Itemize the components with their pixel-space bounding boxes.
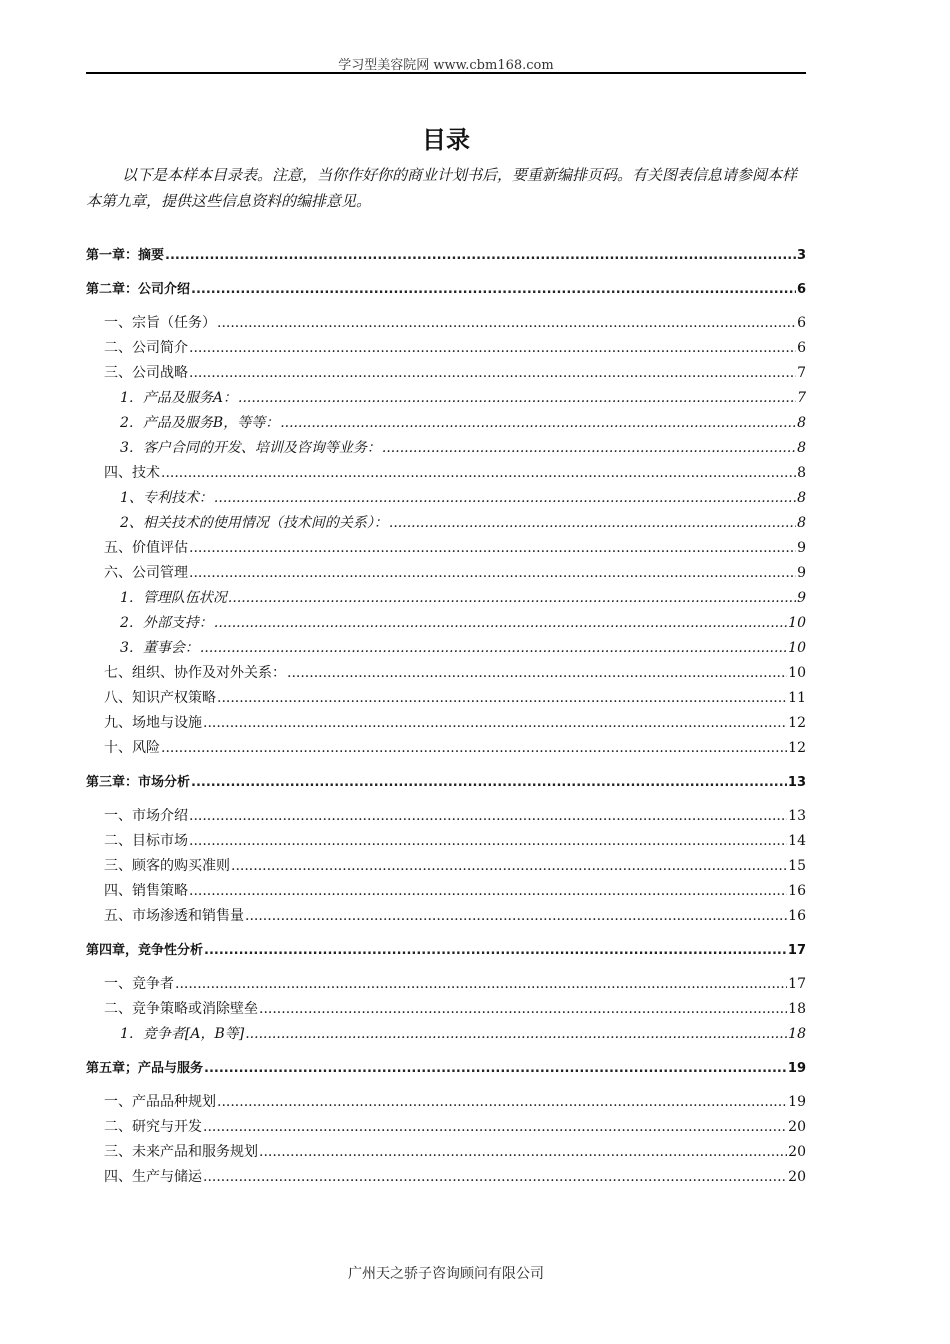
- toc-entry[interactable]: [86, 637, 806, 662]
- toc-leader-dots: [389, 515, 796, 531]
- toc-entry-label: 六、公司管理: [104, 565, 188, 581]
- toc-page-number: 3: [796, 248, 806, 263]
- toc-entry-label: 3．客户合同的开发、培训及咨询等业务：: [120, 440, 381, 456]
- toc-entry-label: 一、市场介绍: [104, 808, 188, 824]
- toc-entry-label: 第一章：摘要: [86, 248, 165, 263]
- toc-leader-dots: [217, 690, 787, 706]
- toc-entry-label: 三、未来产品和服务规划: [104, 1144, 258, 1160]
- toc-page-number: 9: [797, 540, 806, 556]
- toc-entry-label: 三、公司战略: [104, 365, 188, 381]
- header-rule: [86, 72, 806, 74]
- toc-entry-label: 1．管理队伍状况: [120, 590, 227, 606]
- toc-entry[interactable]: [86, 712, 806, 737]
- toc-leader-dots: [217, 315, 796, 331]
- toc-entry[interactable]: [86, 998, 806, 1023]
- toc-entry[interactable]: [86, 487, 806, 512]
- toc-entry[interactable]: [86, 412, 806, 437]
- toc-page-number: 9: [797, 590, 806, 606]
- toc-leader-dots: [382, 440, 796, 456]
- toc-entry[interactable]: [86, 587, 806, 612]
- toc-entry[interactable]: [86, 855, 806, 880]
- toc-entry-label: 五、市场渗透和销售量: [104, 908, 244, 924]
- toc-page-number: 8: [797, 465, 806, 481]
- toc-page-number: 12: [788, 715, 806, 731]
- toc-entry-label: 九、场地与设施: [104, 715, 202, 731]
- toc-chapter-entry[interactable]: [86, 1057, 806, 1082]
- toc-entry[interactable]: [86, 830, 806, 855]
- toc-chapter-entry[interactable]: [86, 939, 806, 964]
- toc-entry[interactable]: [86, 1166, 806, 1191]
- toc-leader-dots: [214, 490, 796, 506]
- toc-page-number: 8: [797, 415, 806, 431]
- toc-leader-dots: [204, 1061, 787, 1076]
- toc-leader-dots: [189, 540, 796, 556]
- toc-entry[interactable]: [86, 1141, 806, 1166]
- toc-leader-dots: [204, 943, 787, 958]
- toc-leader-dots: [189, 340, 796, 356]
- toc-entry[interactable]: [86, 905, 806, 930]
- toc-leader-dots: [214, 615, 787, 631]
- toc-entry[interactable]: [86, 512, 806, 537]
- toc-entry[interactable]: [86, 537, 806, 562]
- toc-entry-label: 四、生产与储运: [104, 1169, 202, 1185]
- toc-page-number: 8: [797, 490, 806, 506]
- table-of-contents: [86, 244, 806, 1191]
- toc-entry[interactable]: [86, 312, 806, 337]
- toc-leader-dots: [165, 248, 796, 263]
- toc-entry[interactable]: [86, 737, 806, 762]
- toc-leader-dots: [161, 465, 796, 481]
- toc-leader-dots: [161, 740, 787, 756]
- toc-entry-label: 1．竞争者[A，B等]: [120, 1026, 245, 1042]
- toc-chapter-entry[interactable]: [86, 244, 806, 269]
- toc-entry-label: 十、风险: [104, 740, 160, 756]
- toc-entry[interactable]: [86, 973, 806, 998]
- toc-page-number: 19: [787, 1061, 806, 1076]
- toc-entry-label: 2．外部支持：: [120, 615, 213, 631]
- toc-entry-label: 二、竞争策略或消除壁垒: [104, 1001, 258, 1017]
- toc-leader-dots: [203, 1169, 787, 1185]
- toc-page-number: 20: [788, 1169, 806, 1185]
- toc-entry[interactable]: [86, 662, 806, 687]
- toc-leader-dots: [189, 883, 787, 899]
- page-footer: 广州天之骄子咨询顾问有限公司: [348, 1266, 544, 1282]
- toc-page-number: 13: [787, 775, 806, 790]
- toc-entry-label: 二、公司简介: [104, 340, 188, 356]
- toc-page-number: 20: [788, 1144, 806, 1160]
- toc-entry-label: 1．产品及服务A：: [120, 390, 238, 406]
- toc-entry[interactable]: [86, 1023, 806, 1048]
- toc-leader-dots: [280, 415, 796, 431]
- toc-entry-label: 第五章；产品与服务: [86, 1061, 204, 1076]
- toc-page-number: 10: [788, 665, 806, 681]
- toc-leader-dots: [191, 282, 796, 297]
- toc-page-number: 8: [797, 440, 806, 456]
- toc-leader-dots: [189, 565, 796, 581]
- toc-leader-dots: [259, 1144, 787, 1160]
- toc-chapter-entry[interactable]: [86, 278, 806, 303]
- toc-page-number: 6: [797, 340, 806, 356]
- toc-chapter-entry[interactable]: [86, 771, 806, 796]
- toc-leader-dots: [203, 715, 787, 731]
- intro-paragraph: 以下是本样本目录表。注意，当你作好你的商业计划书后，要重新编排页码。有关图表信息请参阅本样本第九章，提供这些信息资料的编排意见。: [86, 166, 798, 210]
- toc-page-number: 6: [796, 282, 806, 297]
- toc-entry-label: 四、销售策略: [104, 883, 188, 899]
- toc-entry-label: 2．产品及服务B，等等：: [120, 415, 280, 431]
- toc-entry-label: 2、相关技术的使用情况（技术间的关系）：: [120, 515, 388, 531]
- toc-entry[interactable]: [86, 805, 806, 830]
- page-header: 学习型美容院网 www.cbm168.com: [338, 58, 554, 73]
- toc-page-number: 16: [788, 908, 806, 924]
- toc-page-number: 15: [788, 858, 806, 874]
- toc-entry[interactable]: [86, 462, 806, 487]
- toc-entry-label: 第四章，竞争性分析: [86, 943, 204, 958]
- toc-page-number: 10: [788, 615, 806, 631]
- toc-leader-dots: [189, 833, 787, 849]
- toc-page-number: 13: [788, 808, 806, 824]
- toc-entry[interactable]: [86, 562, 806, 587]
- toc-entry[interactable]: [86, 337, 806, 362]
- toc-leader-dots: [189, 365, 796, 381]
- toc-page-number: 9: [797, 565, 806, 581]
- toc-entry-label: 3．董事会：: [120, 640, 199, 656]
- toc-page-number: 16: [788, 883, 806, 899]
- toc-entry[interactable]: [86, 387, 806, 412]
- toc-page-number: 7: [797, 390, 806, 406]
- toc-page-number: 12: [788, 740, 806, 756]
- toc-entry-label: 一、竞争者: [104, 976, 174, 992]
- toc-entry-label: 一、宗旨（任务）: [104, 315, 216, 331]
- toc-entry-label: 第二章：公司介绍: [86, 282, 191, 297]
- toc-page-number: 19: [788, 1094, 806, 1110]
- toc-page-number: 7: [797, 365, 806, 381]
- toc-entry[interactable]: [86, 687, 806, 712]
- toc-leader-dots: [175, 976, 787, 992]
- toc-leader-dots: [200, 640, 787, 656]
- toc-entry[interactable]: [86, 880, 806, 905]
- toc-leader-dots: [231, 858, 787, 874]
- toc-entry-label: 第三章：市场分析: [86, 775, 191, 790]
- toc-page-number: 6: [797, 315, 806, 331]
- toc-leader-dots: [203, 1119, 787, 1135]
- toc-entry[interactable]: [86, 362, 806, 387]
- toc-entry-label: 四、技术: [104, 465, 160, 481]
- toc-entry-label: 一、产品品种规划: [104, 1094, 216, 1110]
- toc-page-number: 11: [788, 690, 806, 706]
- toc-entry[interactable]: [86, 612, 806, 637]
- toc-entry-label: 五、价值评估: [104, 540, 188, 556]
- toc-page-number: 14: [788, 833, 806, 849]
- toc-page-number: 20: [788, 1119, 806, 1135]
- toc-entry-label: 二、研究与开发: [104, 1119, 202, 1135]
- page-title: 目录: [422, 126, 470, 154]
- toc-entry[interactable]: [86, 437, 806, 462]
- toc-page-number: 18: [788, 1026, 806, 1042]
- toc-leader-dots: [245, 1026, 787, 1042]
- toc-leader-dots: [217, 1094, 787, 1110]
- toc-page-number: 8: [797, 515, 806, 531]
- toc-page-number: 10: [788, 640, 806, 656]
- toc-leader-dots: [189, 808, 787, 824]
- toc-leader-dots: [287, 665, 787, 681]
- toc-entry[interactable]: [86, 1091, 806, 1116]
- toc-entry-label: 1、专利技术：: [120, 490, 213, 506]
- toc-leader-dots: [259, 1001, 787, 1017]
- toc-page-number: 17: [787, 943, 806, 958]
- toc-entry[interactable]: [86, 1116, 806, 1141]
- toc-entry-label: 三、顾客的购买准则: [104, 858, 230, 874]
- toc-leader-dots: [238, 390, 796, 406]
- toc-page-number: 17: [788, 976, 806, 992]
- toc-entry-label: 二、目标市场: [104, 833, 188, 849]
- toc-leader-dots: [245, 908, 787, 924]
- toc-page-number: 18: [788, 1001, 806, 1017]
- toc-leader-dots: [228, 590, 796, 606]
- toc-entry-label: 七、组织、协作及对外关系：: [104, 665, 286, 681]
- toc-leader-dots: [191, 775, 787, 790]
- toc-entry-label: 八、知识产权策略: [104, 690, 216, 706]
